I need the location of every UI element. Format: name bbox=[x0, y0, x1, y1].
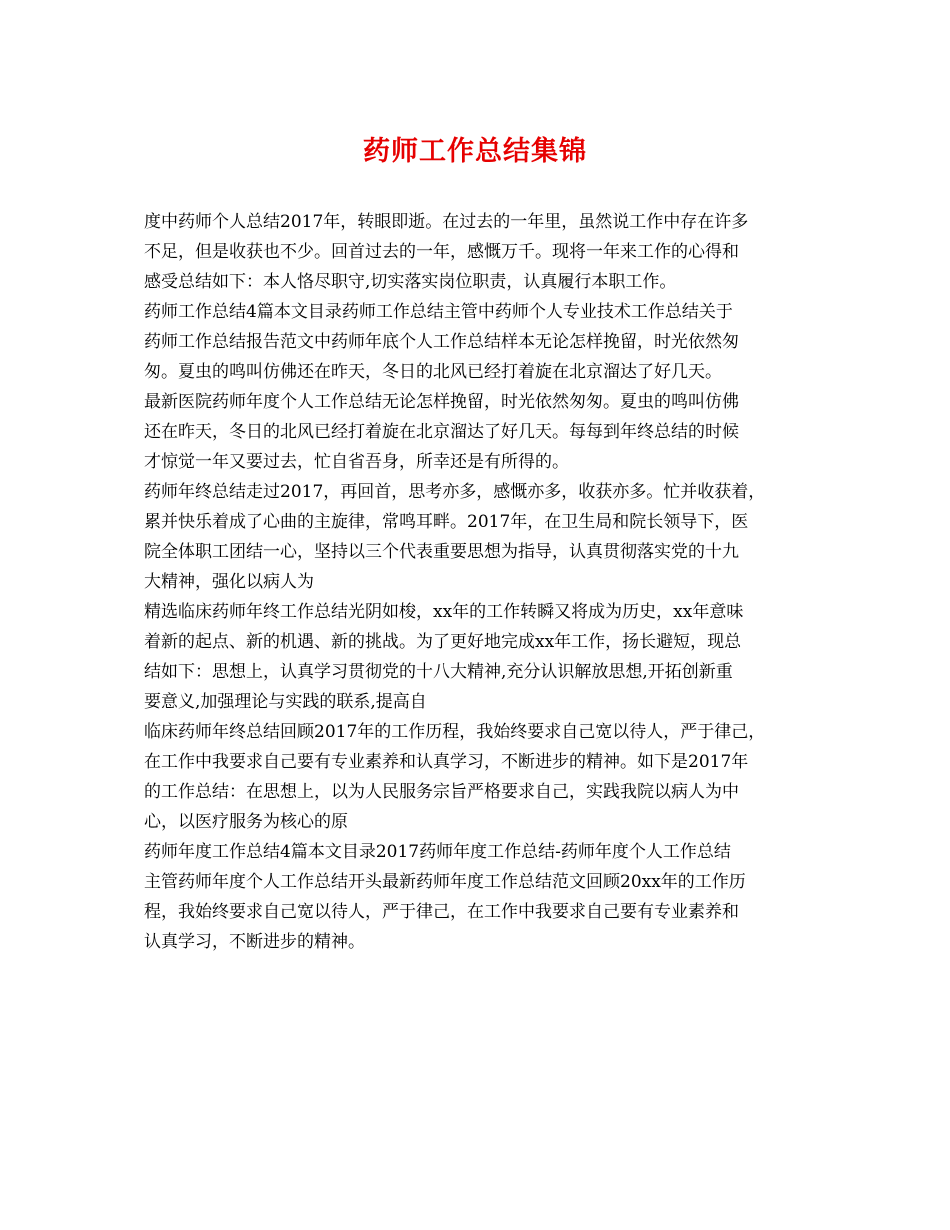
text-line: 程，我始终要求自己宽以待人，严于律己，在工作中我要求自己要有专业素养和 bbox=[144, 902, 739, 922]
text-line: 感受总结如下：本人恪尽职守,切实落实岗位职责，认真履行本职工作。 bbox=[144, 272, 677, 292]
text-line: 匆。夏虫的鸣叫仿佛还在昨天，冬日的北风已经打着旋在北京溜达了好几天。 bbox=[144, 362, 722, 382]
text-line: 累并快乐着成了心曲的主旋律，常鸣耳畔。2017年，在卫生局和院长领导下，医 bbox=[144, 512, 749, 532]
text-line: 要意义,加强理论与实践的联系,提高自 bbox=[144, 692, 427, 712]
text-line: 药师年度工作总结4篇本文目录2017药师年度工作总结-药师年度个人工作总结 bbox=[144, 842, 731, 862]
text-line: 药师年终总结走过2017，再回首，思考亦多，感慨亦多，收获亦多。忙并收获着， bbox=[144, 482, 766, 502]
text-line: 主管药师年度个人工作总结开头最新药师年度工作总结范文回顾20xx年的工作历 bbox=[144, 872, 746, 892]
text-line: 着新的起点、新的机遇、新的挑战。为了更好地完成xx年工作，扬长避短，现总 bbox=[144, 632, 742, 652]
document-title: 药师工作总结集锦 bbox=[363, 136, 587, 167]
text-line: 认真学习，不断进步的精神。 bbox=[144, 932, 365, 952]
text-line: 心，以医疗服务为核心的原 bbox=[144, 812, 348, 832]
paragraph-7 bbox=[144, 837, 809, 957]
text-line: 在工作中我要求自己要有专业素养和认真学习，不断进步的精神。如下是2017年 bbox=[144, 752, 749, 772]
text-line: 药师工作总结4篇本文目录药师工作总结主管中药师个人专业技术工作总结关于 bbox=[144, 302, 733, 322]
text-line: 院全体职工团结一心，坚持以三个代表重要思想为指导，认真贯彻落实党的十九 bbox=[144, 542, 739, 562]
paragraph-2 bbox=[144, 297, 809, 387]
text-line: 还在昨天，冬日的北风已经打着旋在北京溜达了好几天。每每到年终总结的时候 bbox=[144, 422, 739, 442]
document-body bbox=[144, 207, 809, 957]
text-line: 度中药师个人总结2017年，转眼即逝。在过去的一年里，虽然说工作中存在许多 bbox=[144, 212, 749, 232]
paragraph-3 bbox=[144, 387, 809, 477]
paragraph-4 bbox=[144, 477, 809, 597]
text-line: 最新医院药师年度个人工作总结无论怎样挽留，时光依然匆匆。夏虫的鸣叫仿佛 bbox=[144, 392, 739, 412]
text-line: 的工作总结：在思想上，以为人民服务宗旨严格要求自己，实践我院以病人为中 bbox=[144, 782, 739, 802]
paragraph-1 bbox=[144, 207, 809, 297]
text-line: 才惊觉一年又要过去，忙自省吾身，所幸还是有所得的。 bbox=[144, 452, 569, 472]
text-line: 精选临床药师年终工作总结光阴如梭，xx年的工作转瞬又将成为历史，xx年意味 bbox=[144, 602, 744, 622]
text-line: 大精神，强化以病人为 bbox=[144, 572, 314, 592]
text-line: 药师工作总结报告范文中药师年底个人工作总结样本无论怎样挽留，时光依然匆 bbox=[144, 332, 739, 352]
text-line: 不足，但是收获也不少。回首过去的一年，感慨万千。现将一年来工作的心得和 bbox=[144, 242, 739, 262]
text-line: 结如下：思想上，认真学习贯彻党的十八大精神,充分认识解放思想,开拓创新重 bbox=[144, 662, 733, 682]
paragraph-5 bbox=[144, 597, 809, 717]
paragraph-6 bbox=[144, 717, 809, 837]
text-line: 临床药师年终总结回顾2017年的工作历程，我始终要求自己宽以待人，严于律己， bbox=[144, 722, 766, 742]
